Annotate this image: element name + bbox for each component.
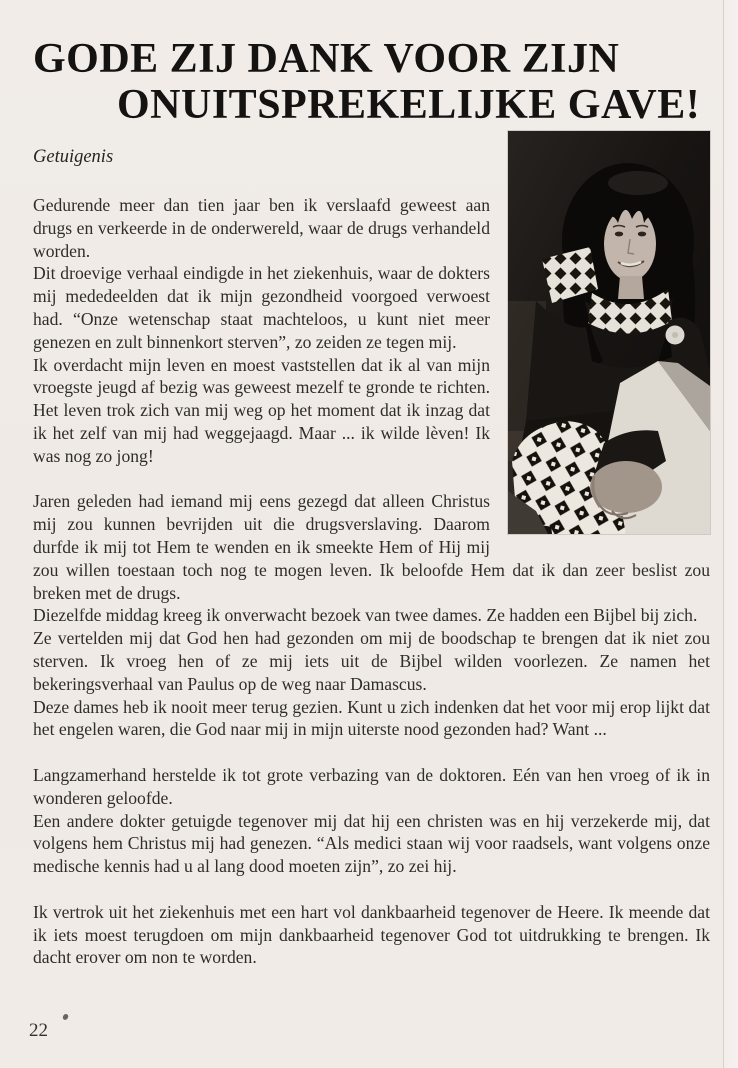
subtitle-getuigenis: Getuigenis	[33, 147, 114, 167]
testimony-paragraph: Gedurende meer dan tien jaar ben ik verslaafd geweest aan drugs en verkeerde in de onderwereld, waar de drugs verhandeld worden.	[33, 195, 490, 261]
testimony-paragraph: Ze vertelden mij dat God hen had gezonden om mij de boodschap te brengen dat ik niet zou sterven. Ik vroeg hen of ze mij iets uit de Bijbel wilden voorlezen. Ze namen het bekeringsverhaal van Paulus op de weg naar Damascus.	[33, 628, 710, 694]
title-line-1: GODE ZIJ DANK VOOR ZIJN	[33, 36, 620, 82]
portrait-photo-art	[508, 131, 710, 534]
portrait-photo	[508, 131, 710, 534]
title-line-2: ONUITSPREKELIJKE GAVE!	[117, 82, 701, 128]
page-title	[33, 36, 710, 128]
testimony-paragraph: Dit droevige verhaal eindigde in het ziekenhuis, waar de dokters mij mededeelden dat ik mijn gezondheid voorgoed verwoest had. “Onze wetenschap staat machteloos, u kunt niet meer genezen en zult binnenkort sterven”, zo zeiden ze tegen mij.	[33, 263, 490, 352]
page-number: 22	[29, 1020, 48, 1041]
testimony-paragraph: Ik overdacht mijn leven en moest vaststellen dat ik al van mijn vroegste jeugd af bezig was geweest mezelf te gronde te richten. Het leven trok zich van mij weg op het moment dat ik inzag dat ik het zelf van mij had weggejaagd. Maar ... ik wilde lèven! Ik was nog zo jong!	[33, 354, 490, 466]
testimony-paragraph: Jaren geleden had iemand mij eens gezegd dat alleen Christus mij zou kunnen bevrijden uit die drugsverslaving. Daarom durfde ik mij tot Hem te wenden en ik smeekte Hem of Hij mij zou willen toestaan toch nog te mogen leven. Ik beloofde Hem dat ik dan zeer beslist zou breken met de drugs.	[33, 491, 710, 603]
testimony-paragraph: Deze dames heb ik nooit meer terug gezien. Kunt u zich indenken dat het voor mij erop lijkt dat het engelen waren, die God naar mij in mijn uiterste nood gezonden had? Want ...	[33, 696, 710, 740]
testimony-paragraph: Langzamerhand herstelde ik tot grote verbazing van de doktoren. Eén van hen vroeg of ik in wonderen geloofde.	[33, 764, 710, 808]
testimony-paragraph: Ik vertrok uit het ziekenhuis met een hart vol dankbaarheid tegenover de Heere. Ik meende dat ik iets moest terugdoen om mijn dankbaarheid tegenover God tot uitdrukking te brengen. Ik dacht erover om non te worden.	[33, 901, 710, 968]
testimony-paragraph: Diezelfde middag kreeg ik onverwacht bezoek van twee dames. Ze hadden een Bijbel bij zich.	[33, 605, 698, 626]
testimony-paragraph: Een andere dokter getuigde tegenover mij dat hij een christen was en hij verzekerde mij, dat volgens hem Christus mij had genezen. “Als medici staan wij voor raadsels, want volgens onze medische kennis had u al lang dood moeten zijn”, zo zei hij.	[33, 810, 710, 877]
ink-speck	[62, 1013, 69, 1020]
